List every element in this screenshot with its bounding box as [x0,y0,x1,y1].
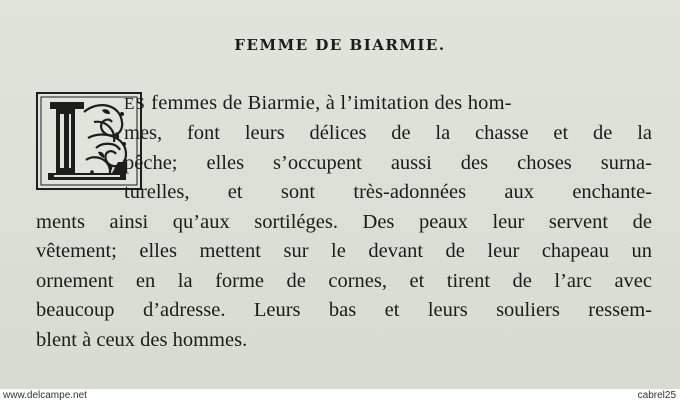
text-line-2: mes, font leurs délices de la chasse et de la [124,122,652,144]
text-line-6: vêtement; elles mettent sur le devant de leur chapeau un [36,240,652,262]
text-line-9: blent à ceux des hommes. [36,329,248,351]
text-line-7: ornement en la forme de cornes, et tirent de l’arc avec [36,270,652,292]
text-line-4: turelles, et sont très-adonnées aux enchante- [124,181,652,203]
footer-source-url: www.delcampe.net [3,390,87,401]
footer-username: cabrel25 [637,390,676,401]
watermark-footer [0,389,680,403]
text-line-1 [124,92,650,115]
text-line-3: pêche; elles s’occupent aussi des choses surna- [124,152,652,174]
first-line-caps: ES [124,94,146,113]
text-line-8: beaucoup d’adresse. Leurs bas et leurs souliers ressem- [36,299,652,321]
first-line-rest: femmes de Biarmie, à l’imitation des hom- [145,92,512,114]
text-line-5: ments ainsi qu’aux sortiléges. Des peaux leur servent de [36,211,652,233]
page-title: FEMME DE BIARMIE. [234,36,446,54]
